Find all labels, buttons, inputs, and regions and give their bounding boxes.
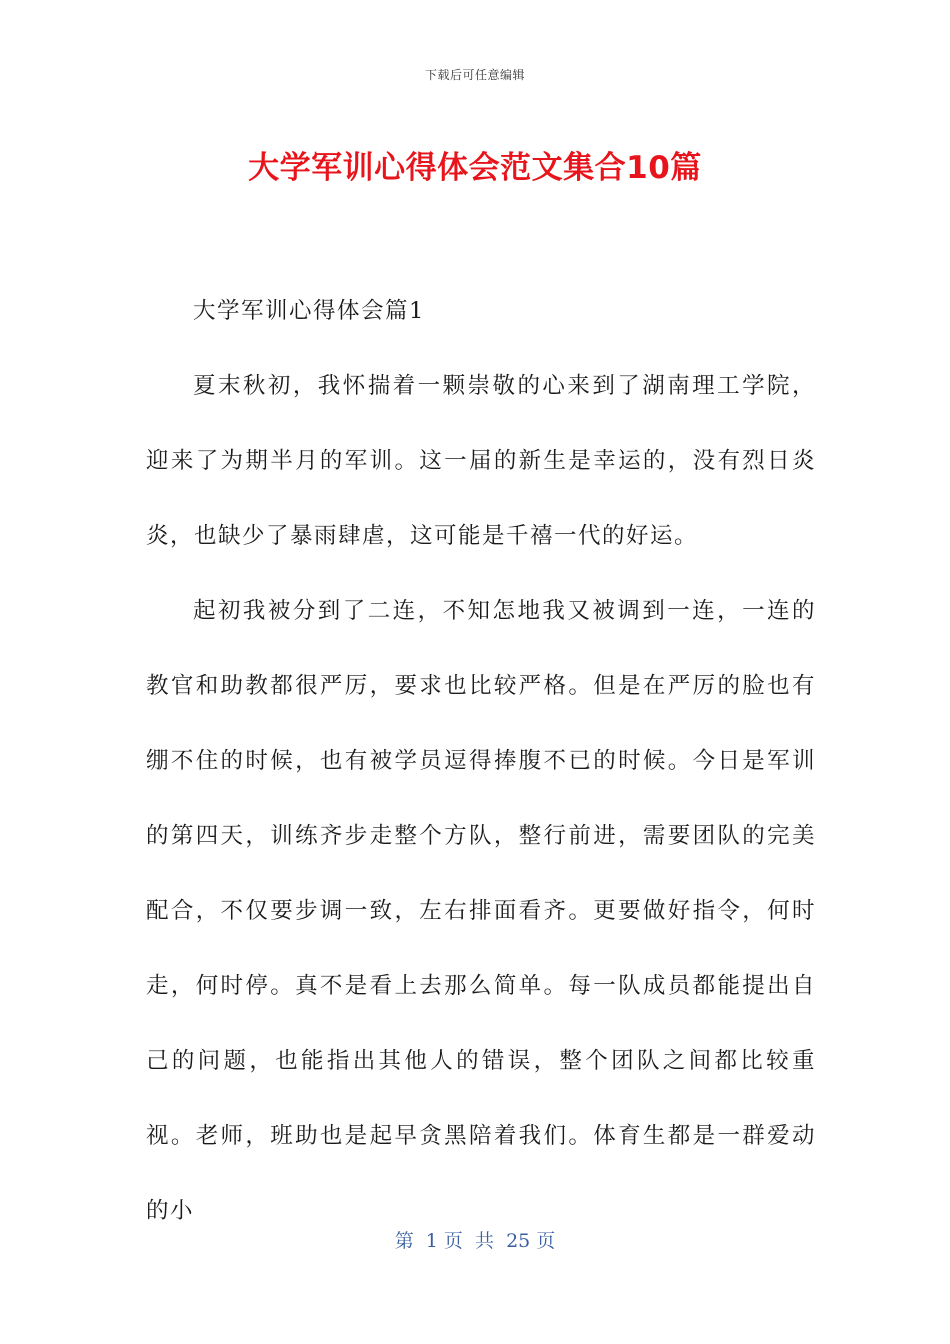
header-note: 下载后可任意编辑: [424, 68, 525, 82]
paragraph-2: 起初我被分到了二连，不知怎地我又被调到一连，一连的教官和助教都很严厉，要求也比较严格。但是在严厉的脸也有绷不住的时候，也有被学员逗得捧腹不已的时候。今日是军训的第四天，训练齐步走整个方队，整行前进，需要团队的完美配合，不仅要步调一致，左右排面看齐。更要做好指令，何时走，何时停。真不是看上去那么简单。每一队成员都能提出自己的问题，也能指出其他人的错误，整个团队之间都比较重视。老师，班助也是起早贪黑陪着我们。体育生都是一群爱动的小: [146, 598, 816, 1224]
paragraph-1: 夏末秋初，我怀揣着一颗崇敬的心来到了湖南理工学院，迎来了为期半月的军训。这一届的新生是幸运的，没有烈日炎炎，也缺少了暴雨肆虐，这可能是千禧一代的好运。: [146, 373, 816, 549]
document-body: [146, 274, 816, 1249]
page-number-footer: 第 1 页 共 25 页: [394, 1230, 556, 1252]
section-heading: 大学军训心得体会篇1: [193, 298, 425, 324]
document-title: 大学军训心得体会范文集合10篇: [248, 150, 702, 186]
